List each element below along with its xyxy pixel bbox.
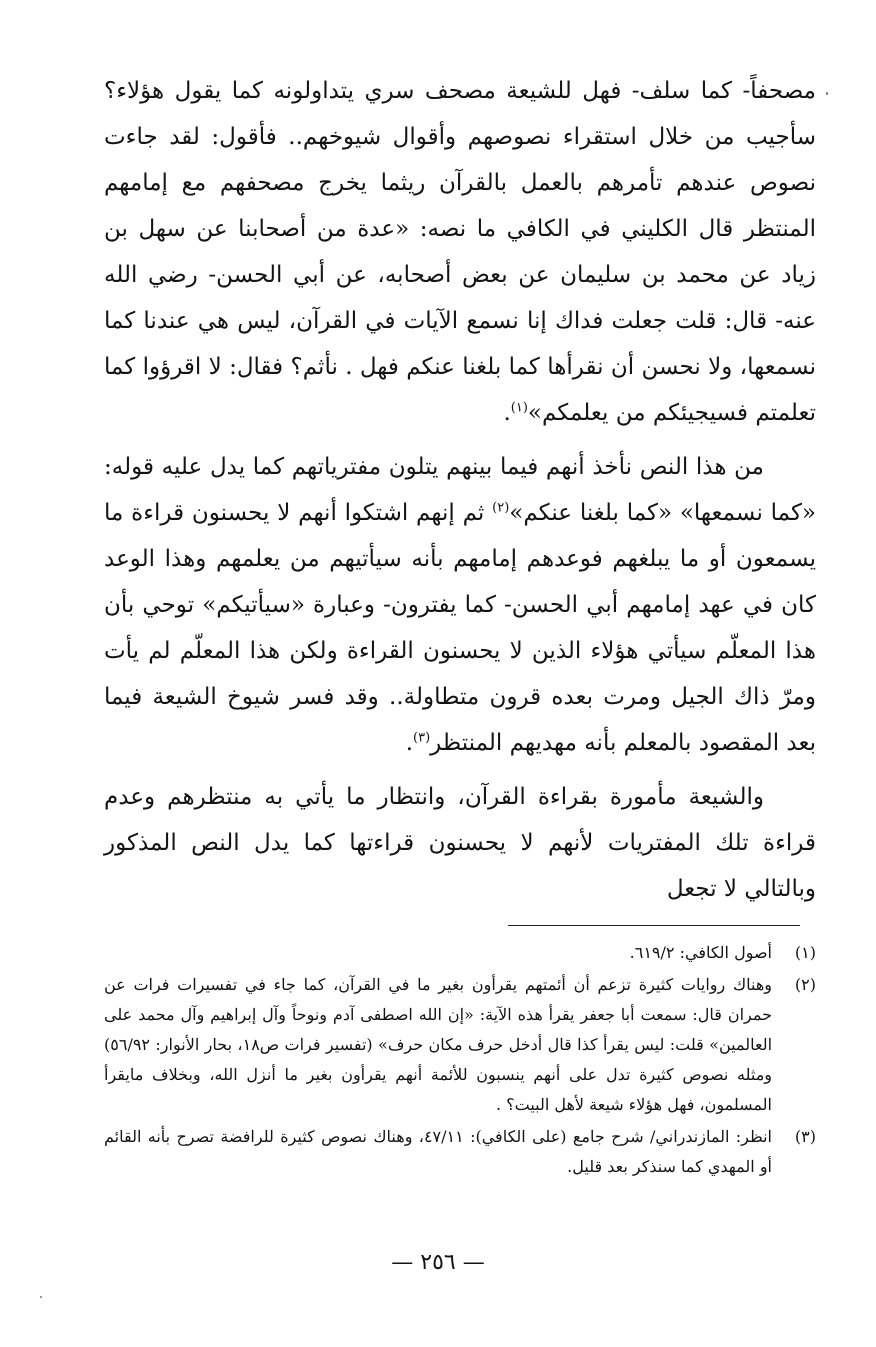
footnotes	[104, 938, 816, 1184]
footnote-reference-3[interactable]: (٣)	[413, 730, 431, 746]
body-text	[104, 68, 816, 912]
paragraph-1	[104, 68, 816, 436]
footnote-separator	[508, 925, 800, 926]
scan-speck	[826, 92, 828, 95]
paragraph-text: .	[503, 400, 511, 426]
footnote-number: (٣)	[794, 1127, 816, 1146]
paragraph-text: ثم إنهم اشتكوا أنهم لا يحسنون قراءة ما يسمعون أو ما يبلغهم فوعدهم إمامهم بأنه سيأتيهم من يعلمهم وهذا الوعد كان في عهد إمامهم أبي الحسن- كما يفترون- وعبارة «سيأتيكم» توحي بأن هذا المعلّم سيأتي هؤلاء الذين لا يحسنون القراءة ولكن هذا المعلّم لم يأت ومرّ ذاك الجيل ومرت بعده قرون متطاولة.. وقد فسر شيوخ الشيعة فيما بعد المقصود بالمعلم بأنه مهديهم المنتظر	[104, 500, 816, 756]
footnote-text: وهناك روايات كثيرة تزعم أن أئمتهم يقرأون بغير ما في القرآن، كما جاء في تفسيرات فرات عن حمران قال: سمعت أبا جعفر يقرأ هذه الآية: «إن الله اصطفى آدم ونوحاً وآل إبراهيم وآل محمد على العالمين» قلت: ليس يقرأ كذا قال أدخل حرف مكان حرف» (تفسير فرات ص١٨، بحار الأنوار: ٥٦/٩٢) ومثله نصوص كثيرة تدل على أنهم ينسبون للأئمة أنهم يقرأون بغير ما أنزل الله، وبخلاف مايقرأ المسلمون، فهل هؤلاء شيعة لأهل البيت؟ .	[104, 975, 773, 1114]
paragraph-text: والشيعة مأمورة بقراءة القرآن، وانتظار ما يأتي به منتظرهم وعدم قراءة تلك المفتريات لأنهم لا يحسنون قراءتها كما يدل النص المذكور وبالتالي لا تجعل	[104, 784, 816, 902]
footnote-2	[104, 970, 816, 1120]
footnote-number: (١)	[794, 943, 816, 962]
footnote-text: انظر: المازندراني/ شرح جامع (على الكافي): ٤٧/١١، وهناك نصوص كثيرة للرافضة تصرح بأنه القائم أو المهدي كما سنذكر بعد قليل.	[104, 1127, 772, 1176]
paragraph-3	[104, 774, 816, 912]
page-number: — ٢٥٦ —	[391, 1250, 485, 1275]
scan-speck	[40, 1296, 42, 1298]
footnote-reference-2[interactable]: (٢)	[492, 500, 510, 516]
footnote-text: أصول الكافي: ٦١٩/٢.	[629, 943, 772, 962]
paragraph-text: .	[405, 730, 414, 756]
footnote-3	[104, 1122, 816, 1182]
footnote-reference-1[interactable]: (١)	[510, 400, 528, 416]
paragraph-text: من هذا النص نأخذ أنهم فيما بينهم يتلون مفترياتهم كما يدل عليه قوله: «كما نسمعها» «كما بلغنا عنكم»	[104, 454, 816, 526]
footnote-1	[104, 938, 816, 968]
paragraph-2	[104, 444, 816, 766]
footnote-number: (٢)	[794, 975, 816, 994]
paragraph-text: مصحفاً- كما سلف- فهل للشيعة مصحف سري يتداولونه كما يقول هؤلاء؟ سأجيب من خلال استقراء نصوصهم وأقوال شيوخهم.. فأقول: لقد جاءت نصوص عندهم تأمرهم بالعمل بالقرآن ريثما يخرج مصحفهم مع إمامهم المنتظر قال الكليني في الكافي ما نصه: «عدة من أصحابنا عن سهل بن زياد عن محمد بن سليمان عن بعض أصحابه، عن أبي الحسن- رضي الله عنه- قال: قلت جعلت فداك إنا نسمع الآيات في القرآن، ليس هي عندنا كما نسمعها، ولا نحسن أن نقرأها كما بلغنا عنكم فهل . نأثم؟ فقال: لا اقرؤوا كما تعلمتم فسيجيئكم من يعلمكم»	[104, 78, 816, 426]
